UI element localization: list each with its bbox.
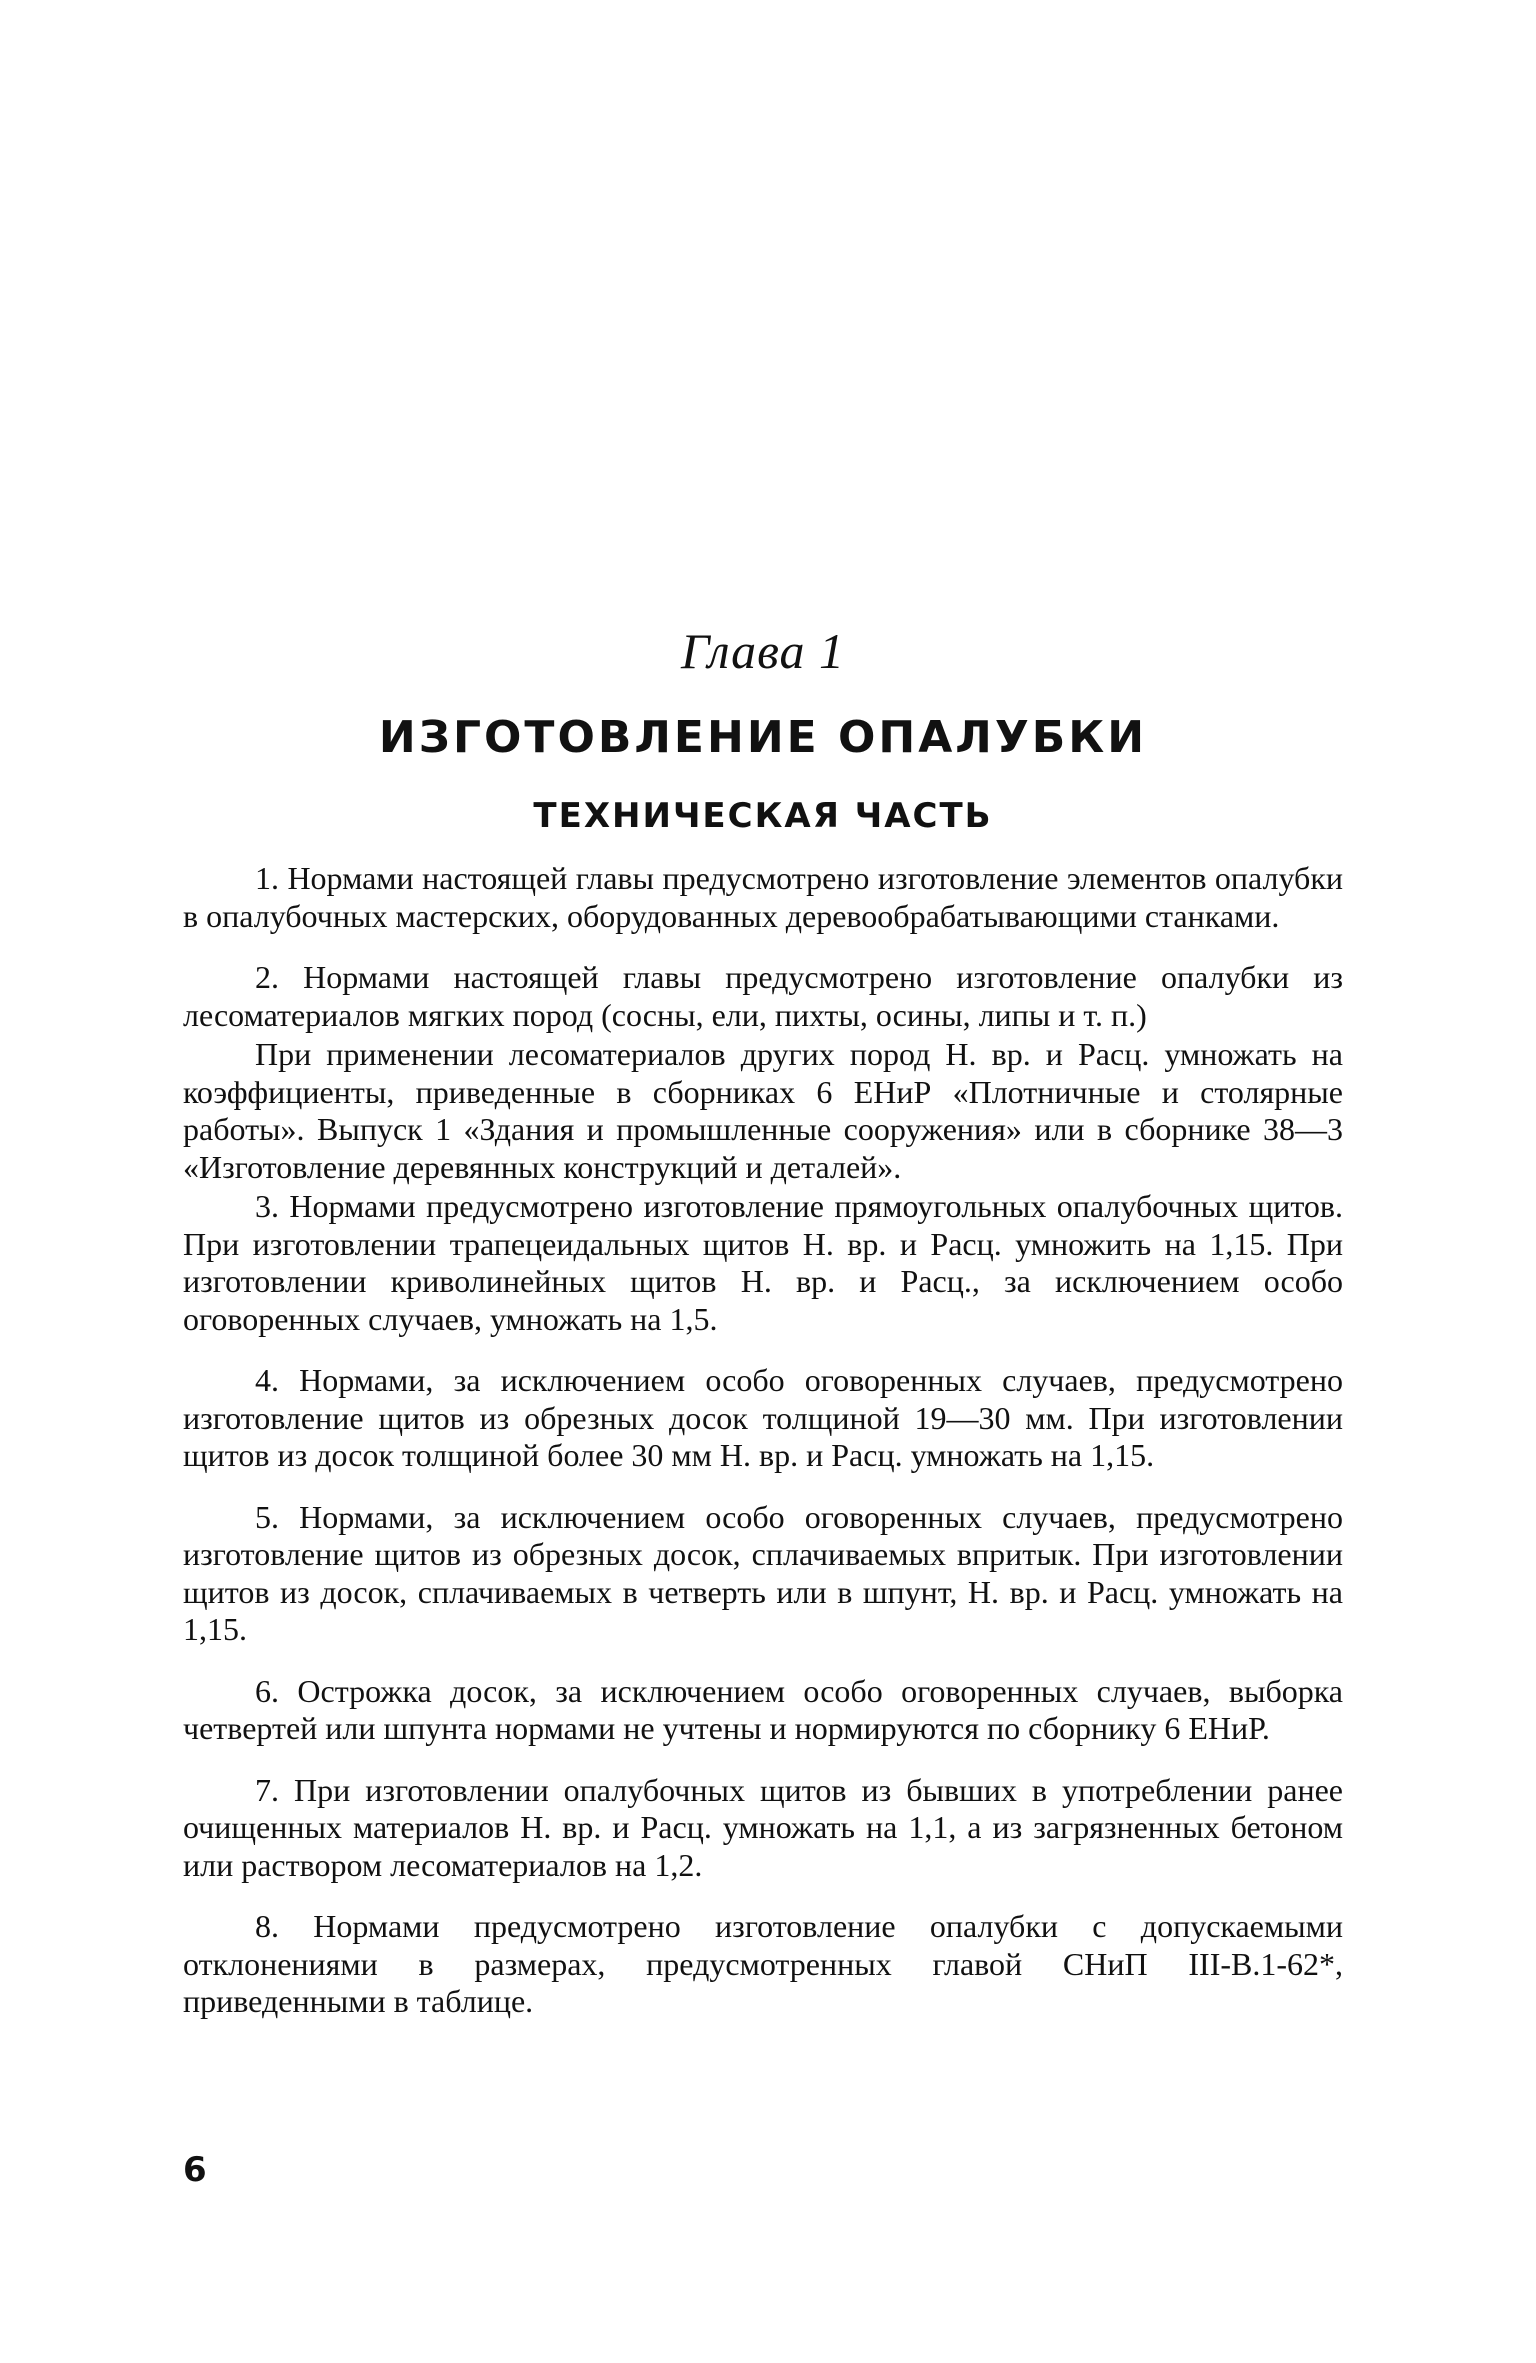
- chapter-title: ИЗГОТОВЛЕНИЕ ОПАЛУБКИ: [378, 712, 1148, 763]
- paragraph-1: 1. Нормами настоящей главы предусмотрено изготовление элементов опалубки в опалубочных мастерских, оборудованных деревообрабатывающими станками.: [183, 860, 1343, 934]
- document-page: [183, 0, 1343, 2363]
- paragraph-4: 4. Нормами, за исключением особо оговоренных случаев, предусмотрено изготовление щитов из обрезных досок толщиной 19—30 мм. При изготовлении щитов из досок толщиной более 30 мм Н. вр. и Расц. умножать на 1,15.: [183, 1362, 1343, 1473]
- section-title: ТЕХНИЧЕСКАЯ ЧАСТЬ: [533, 796, 993, 836]
- paragraph-2-note: При применении лесоматериалов других пород Н. вр. и Расц. умножать на коэффициенты, приведенные в сборниках 6 ЕНиР «Плотничные и столярные работы». Выпуск 1 «Здания и промышленные сооружения» или в сборнике 38—3 «Изготовление деревянных конструкций и деталей».: [183, 1036, 1343, 1185]
- paragraph-5: 5. Нормами, за исключением особо оговоренных случаев, предусмотрено изготовление щитов из обрезных досок, сплачиваемых впритык. При изготовлении щитов из досок, сплачиваемых в четверть или в шпунт, Н. вр. и Расц. умножать на 1,15.: [183, 1498, 1343, 1647]
- paragraph-6: 6. Острожка досок, за исключением особо оговоренных случаев, выборка четвертей или шпунта нормами не учтены и нормируются по сборнику 6 ЕНиР.: [183, 1672, 1343, 1746]
- page-number: 6: [183, 2150, 207, 2190]
- chapter-label: Глава 1: [680, 623, 846, 679]
- paragraph-7: 7. При изготовлении опалубочных щитов из бывших в употреблении ранее очищенных материалов Н. вр. и Расц. умножать на 1,1, а из загрязненных бетоном или раствором лесоматериалов на 1,2.: [183, 1771, 1343, 1883]
- paragraph-8: 8. Нормами предусмотрено изготовление опалубки с допускаемыми отклонениями в размерах, предусмотренных главой СНиП III-В.1-62*, приведенными в таблице.: [183, 1908, 1343, 2019]
- body-text: [183, 860, 1343, 2021]
- paragraph-3: 3. Нормами предусмотрено изготовление прямоугольных опалубочных щитов. При изготовлении трапецеидальных щитов Н. вр. и Расц. умножить на 1,15. При изготовлении криволинейных щитов Н. вр. и Расц., за исключением особо оговоренных случаев, умножать на 1,5.: [183, 1188, 1343, 1337]
- paragraph-2: 2. Нормами настоящей главы предусмотрено изготовление опалубки из лесоматериалов мягких пород (сосны, ели, пихты, осины, липы и т. п.): [183, 959, 1343, 1033]
